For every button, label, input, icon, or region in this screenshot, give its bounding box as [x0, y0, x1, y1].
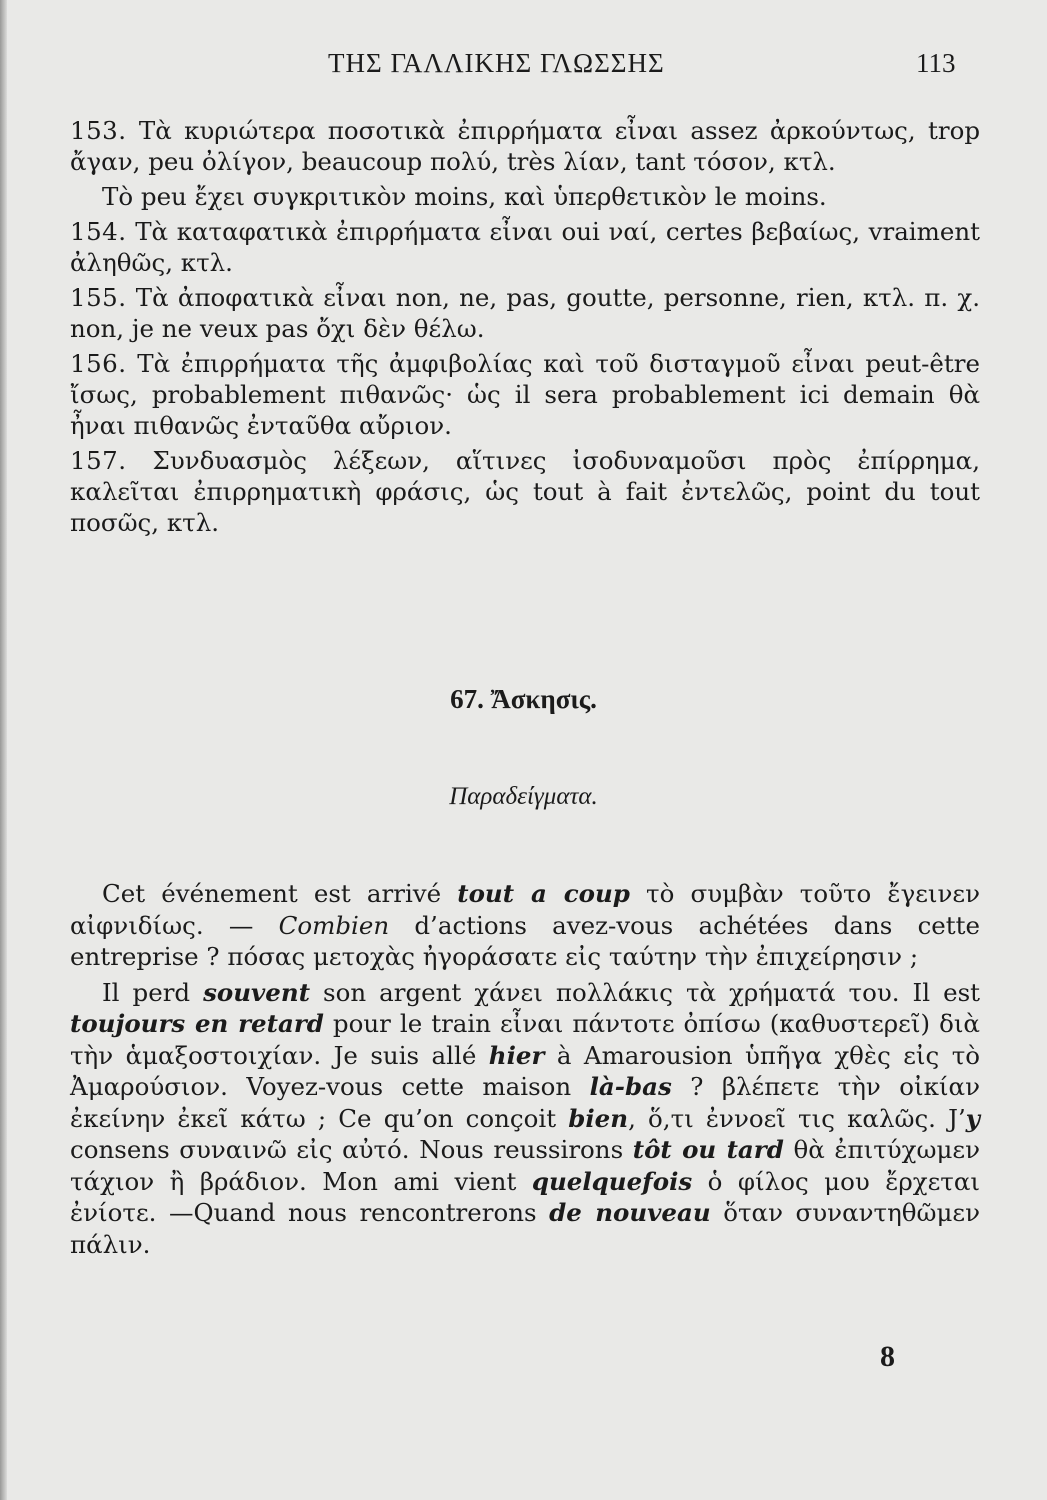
- example-italic: hier: [488, 1040, 545, 1070]
- example-italic: souvent: [203, 977, 311, 1007]
- paragraph-157: [70, 445, 980, 538]
- example-italic: Combien: [278, 910, 390, 940]
- paragraph-154: [70, 216, 980, 278]
- example-text: pour le train εἶναι πάντοτε ὀπίσω (καθυστερεῖ) διὰ τὴν ἁμαξοστοιχίαν. Je suis allé: [70, 1009, 980, 1070]
- paragraph-text: Τὰ ἐπιρρήματα τῆς ἀμφιβολίας καὶ τοῦ δισταγμοῦ εἶναι peut-être ἴσως, probablement πιθανῶς· ὡς il sera probablement ici demain θὰ ἦναι πιθανῶς ἐνταῦθα αὔριον.: [70, 349, 980, 440]
- paragraph-number: 155.: [70, 283, 127, 312]
- paragraph-text: Τὸ peu ἔχει συγκριτικὸν moins, καὶ ὑπερθετικὸν le moins.: [102, 182, 827, 211]
- example-italic: tôt ou tard: [632, 1135, 784, 1164]
- signature-mark: 8: [880, 1340, 895, 1373]
- page-number: 113: [916, 48, 956, 78]
- paragraph-153: [70, 115, 980, 177]
- example-text: Il perd: [102, 977, 204, 1007]
- paragraph-text: Τὰ καταφατικὰ ἐπιρρήματα εἶναι oui ναί, certes βεβαίως, vraiment ἀληθῶς, κτλ.: [70, 217, 980, 277]
- example-italic: là-bas: [589, 1072, 672, 1101]
- example-text: d’actions avez-vous achétées dans cette entreprise ? πόσας μετοχὰς ἠγοράσατε εἰς ταύτην τὴν ἐπιχείρησιν ;: [70, 910, 980, 971]
- paragraph-number: 154.: [70, 217, 127, 246]
- example-text: , ὅ,τι ἐννοεῖ τις καλῶς. J’: [628, 1103, 966, 1133]
- example-italic: bien: [568, 1103, 629, 1133]
- example-text: à Amarousion ὑπῆγα χθὲς εἰς τὸ Ἀμαρούσιον. Voyez-vous cette maison: [70, 1040, 980, 1101]
- examples-section: [70, 878, 980, 1264]
- example-text: ὁ φίλος μου ἔρχεται ἐνίοτε. —Quand nous rencontrerons: [70, 1166, 981, 1227]
- example-text: Cet événement est arrivé: [102, 879, 458, 908]
- example-italic: toujours en retard: [70, 1009, 324, 1038]
- paragraph-text: Συνδυασμὸς λέξεων, αἵτινες ἰσοδυναμοῦσι πρὸς ἐπίρρημα, καλεῖται ἐπιρρηματικὴ φράσις, ὡς tout à fait ἐντελῶς, point du tout ποσῶς, κτλ.: [70, 446, 980, 537]
- running-head: ΤΗΣ ΓΑΛΛΙΚΗΣ ΓΛΩΣΣΗΣ: [328, 48, 665, 78]
- paragraph-number: 153.: [70, 116, 127, 145]
- section-subheading: Παραδείγματα.: [449, 783, 598, 810]
- example-text: θὰ ἐπιτύχωμεν τάχιον ἢ βράδιον. Mon ami vient: [70, 1135, 981, 1196]
- example-italic: quelquefois: [531, 1166, 693, 1196]
- example-text: ὅταν συναντηθῶμεν πάλιν.: [70, 1198, 980, 1259]
- paragraph-text: Τὰ ἀποφατικὰ εἶναι non, ne, pas, goutte, personne, rien, κτλ. π. χ. non, je ne veux pas ὄχι δὲν θέλω.: [70, 283, 980, 343]
- paragraph-156: [70, 348, 980, 441]
- paragraph-number: 156.: [70, 349, 127, 378]
- example-italic: y: [965, 1103, 980, 1133]
- rules-section: [70, 115, 980, 542]
- paragraph-number: 157.: [70, 446, 127, 475]
- example-text: consens συναινῶ εἰς αὐτό. Nous reussirons: [70, 1135, 633, 1164]
- example-paragraph-2: [70, 977, 980, 1261]
- example-italic: tout a coup: [457, 879, 630, 908]
- paragraph-153-note: [70, 181, 980, 212]
- paragraph-155: [70, 282, 980, 344]
- section-heading: 67. Ἄσκησις.: [450, 684, 597, 714]
- example-text: son argent χάνει πολλάκις τὰ χρήματά του. Il est: [310, 977, 980, 1007]
- paragraph-text: Τὰ κυριώτερα ποσοτικὰ ἐπιρρήματα εἶναι assez ἀρκούντως, trop ἄγαν, peu ὀλίγον, beaucoup πολύ, très λίαν, tant τόσον, κτλ.: [70, 116, 980, 176]
- example-text: ? βλέπετε τὴν οἰκίαν ἐκείνην ἐκεῖ κάτω ; Ce qu’on conçoit: [70, 1072, 980, 1133]
- example-italic: de nouveau: [549, 1198, 711, 1227]
- page-edge-shadow: [0, 0, 7, 1500]
- example-text: τὸ συμβὰν τοῦτο ἔγεινεν αἰφνιδίως. —: [70, 879, 980, 940]
- example-paragraph-1: [70, 878, 980, 973]
